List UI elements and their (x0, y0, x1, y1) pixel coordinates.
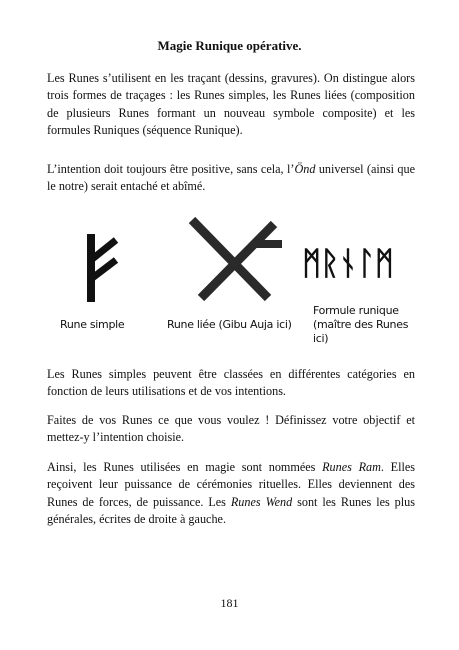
rune-formula-icon: ᛗᚱᚾᛚᛗ (302, 245, 394, 281)
bind-rune-icon (186, 214, 286, 304)
paragraph-intro: Les Runes s’utilisent en les traçant (dessins, gravures). On distingue alors trois formes de traçages : les Runes simples, les Runes liées (composition de plusieurs Runes formant un nouveau symbole composite) et les formules Runiques (séquence Runique). (47, 71, 415, 138)
paragraph-intention: L’intention doit toujours être positive, sans cela, l’Önd universel (ainsi que le notre) serait entaché et abîmé. (47, 162, 415, 194)
paragraph-runes-ram: Ainsi, les Runes utilisées en magie sont nommées Runes Ram. Elles reçoivent leur puissance de cérémonies rituelles. Elles deviennent des Runes de forces, de puissance. Les Runes Wend sont les Runes les plus générales, écrites de droite à gauche. (47, 460, 416, 527)
paragraph-categories: Les Runes simples peuvent être classées en différentes catégories en fonction de leurs utilisations et de vos intentions. (47, 367, 415, 399)
fehu-rune-icon (82, 234, 122, 304)
page-number: 181 (220, 596, 239, 610)
paragraph-objective: Faites de vos Runes ce que vous voulez ! Définissez votre objectif et mettez-y l’intention choisie. (47, 413, 415, 445)
caption-rune-simple: Rune simple (60, 318, 125, 331)
caption-rune-liee: Rune liée (Gibu Auja ici) (167, 318, 292, 331)
page-title: Magie Runique opérative. (157, 38, 302, 53)
caption-formule-runique: Formule runique (maître des Runes ici) (313, 304, 409, 345)
